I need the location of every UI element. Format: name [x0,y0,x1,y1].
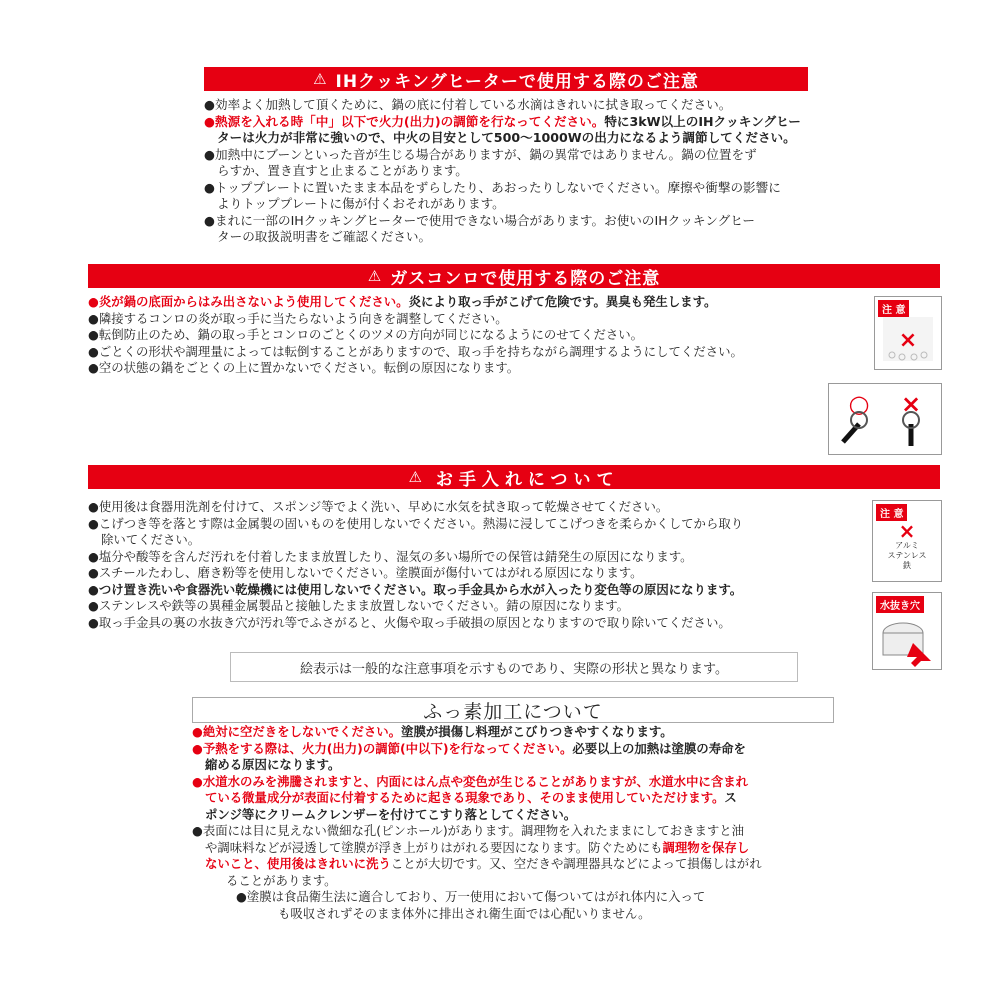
drain-hole-illustration [872,592,942,670]
label-aluminum: アルミ [895,541,919,550]
list-item-cont: ないこと、使用後はきれいに洗うことが大切です。又、空だきや調理器具などによって損傷しはがれ [205,856,762,871]
list-item: ●水道水のみを沸騰されますと、内面にはん点や変色が生じることがありますが、水道水中に含まれ [192,773,748,789]
list-item-cont: や調味料などが浸透して塗膜が浮き上がりはがれる要因になります。防ぐためにも調理物を保存し [205,839,750,855]
list-item-cont: らすか、置き直すと止まることがあります。 [217,163,468,178]
list-item-cont: ターは火力が非常に強いので、中火の目安として500～1000Wの出力になるよう調節してください。 [217,130,796,145]
gas-caution-illustration [874,296,942,370]
list-item: ●転倒防止のため、鍋の取っ手とコンロのごとくのツメの方向が同じになるようにのせてください。 [88,327,644,342]
list-item: ●加熱中にブーンといった音が生じる場合がありますが、鍋の異常ではありません。鍋の位置をず [204,146,757,162]
caution-tag: 注 意 [876,504,907,521]
fluorine-section-body [192,724,842,922]
list-item-cont: ることがあります。 [226,872,337,888]
label-iron: 鉄 [903,561,911,570]
warning-icon: ⚠ [408,468,428,486]
list-item: ●炎が鍋の底面からはみ出さないよう使用してください。炎により取っ手がこげて危険です。異臭も発生します。 [88,294,717,309]
ih-section-header: ⚠ IHクッキングヒーターで使用する際のご注意 [204,67,808,91]
list-item-cont: ターの取扱説明書をご確認ください。 [217,229,432,244]
label-stainless: ステンレス [887,551,927,560]
list-item-cont: も吸収されずそのまま体外に排出され衛生面では心配いりません。 [278,905,651,921]
list-item: ●ステンレスや鉄等の異種金属製品と接触したまま放置しないでください。錆の原因になります。 [88,598,630,613]
gas-section-body [88,294,858,377]
correct-mark: ○ [848,390,870,418]
list-item: ●塩分や酸等を含んだ汚れを付着したまま放置したり、湿気の多い場所での保管は錆発生の原因になります。 [88,548,693,564]
cross-mark: × [898,519,916,543]
gas-section-header: ⚠ ガスコンロで使用する際のご注意 [88,264,940,288]
list-item: ●ごとくの形状や調理量によっては転倒することがありますので、取っ手を持ちながら調理するようにしてください。 [88,343,743,359]
list-item-cont: ている微量成分が表面に付着するために起きる現象であり、そのまま使用していただけます。ス [205,790,737,805]
list-item: ●熱源を入れる時「中」以下で火力(出力)の調節を行なってください。特に3kW以上のIHクッキングヒー [204,113,801,129]
list-item: ●塗膜は食品衛生法に適合しており、万一使用において傷ついてはがれ体内に入って [236,889,706,904]
list-item-cont: ポンジ等にクリームクレンザーを付けてこすり落としてください。 [205,806,577,822]
list-item: ●予熱をする際は、火力(出力)の調節(中以下)を行なってください。必要以上の加熱は塗膜の寿命を [192,740,746,756]
list-item-cont: 除いてください。 [101,532,201,547]
caution-tag: 注 意 [878,300,909,317]
ih-section-body [204,97,804,246]
warning-icon: ⚠ [313,70,328,88]
list-item-cont: よりトッププレートに傷が付くおそれがあります。 [217,196,505,211]
incorrect-mark: × [900,390,922,418]
list-item: ●表面には目に見えない微細な孔(ピンホール)があります。調理物を入れたままにしておきますと油 [192,823,745,838]
list-item: ●つけ置き洗いや食器洗い乾燥機には使用しないでください。取っ手金具から水が入ったり変色等の原因になります。 [88,581,743,597]
illustration-disclaimer: 絵表示は一般的な注意事項を示すものであり、実際の形状と異なります。 [230,652,798,682]
fluorine-section-title: ふっ素加工について [192,697,834,723]
care-section-header: ⚠ お手入れについて [88,465,940,489]
list-item: ●効率よく加熱して頂くために、鍋の底に付着している水滴はきれいに拭き取ってください。 [204,97,732,112]
list-item: ●まれに一部のIHクッキングヒーターで使用できない場合があります。お使いのIHクッキングヒー [204,212,755,228]
cross-mark: × [898,328,918,353]
warning-icon: ⚠ [367,267,383,285]
handle-direction-illustration [828,383,942,455]
list-item-cont: 縮める原因になります。 [205,757,341,772]
list-item: ●スチールたわし、磨き粉等を使用しないでください。塗膜面が傷付いてはがれる原因になります。 [88,565,643,580]
flame-overflow-illustration [875,297,941,369]
list-item: ●使用後は食器用洗剤を付けて、スポンジ等でよく洗い、早めに水気を拭き取って乾燥させてください。 [88,499,669,514]
list-item: ●絶対に空だきをしないでください。塗膜が損傷し料理がこびりつきやすくなります。 [192,724,673,739]
list-item: ●隣接するコンロの炎が取っ手に当たらないよう向きを調整してください。 [88,310,508,326]
metal-contact-illustration [872,500,942,582]
list-item: ●取っ手金具の裏の水抜き穴が汚れ等でふさがると、火傷や取っ手破損の原因となりますので取り除いてください。 [88,614,731,630]
drain-hole-tag: 水抜き穴 [876,596,924,613]
list-item: ●空の状態の鍋をごとくの上に置かないでください。転倒の原因になります。 [88,360,520,375]
list-item: ●トッププレートに置いたまま本品をずらしたり、あおったりしないでください。摩擦や衝撃の影響に [204,179,781,195]
care-section-body [88,499,858,631]
list-item: ●こげつき等を落とす際は金属製の固いものを使用しないでください。熱湯に浸してこげつきを柔らかくしてから取り [88,515,744,531]
